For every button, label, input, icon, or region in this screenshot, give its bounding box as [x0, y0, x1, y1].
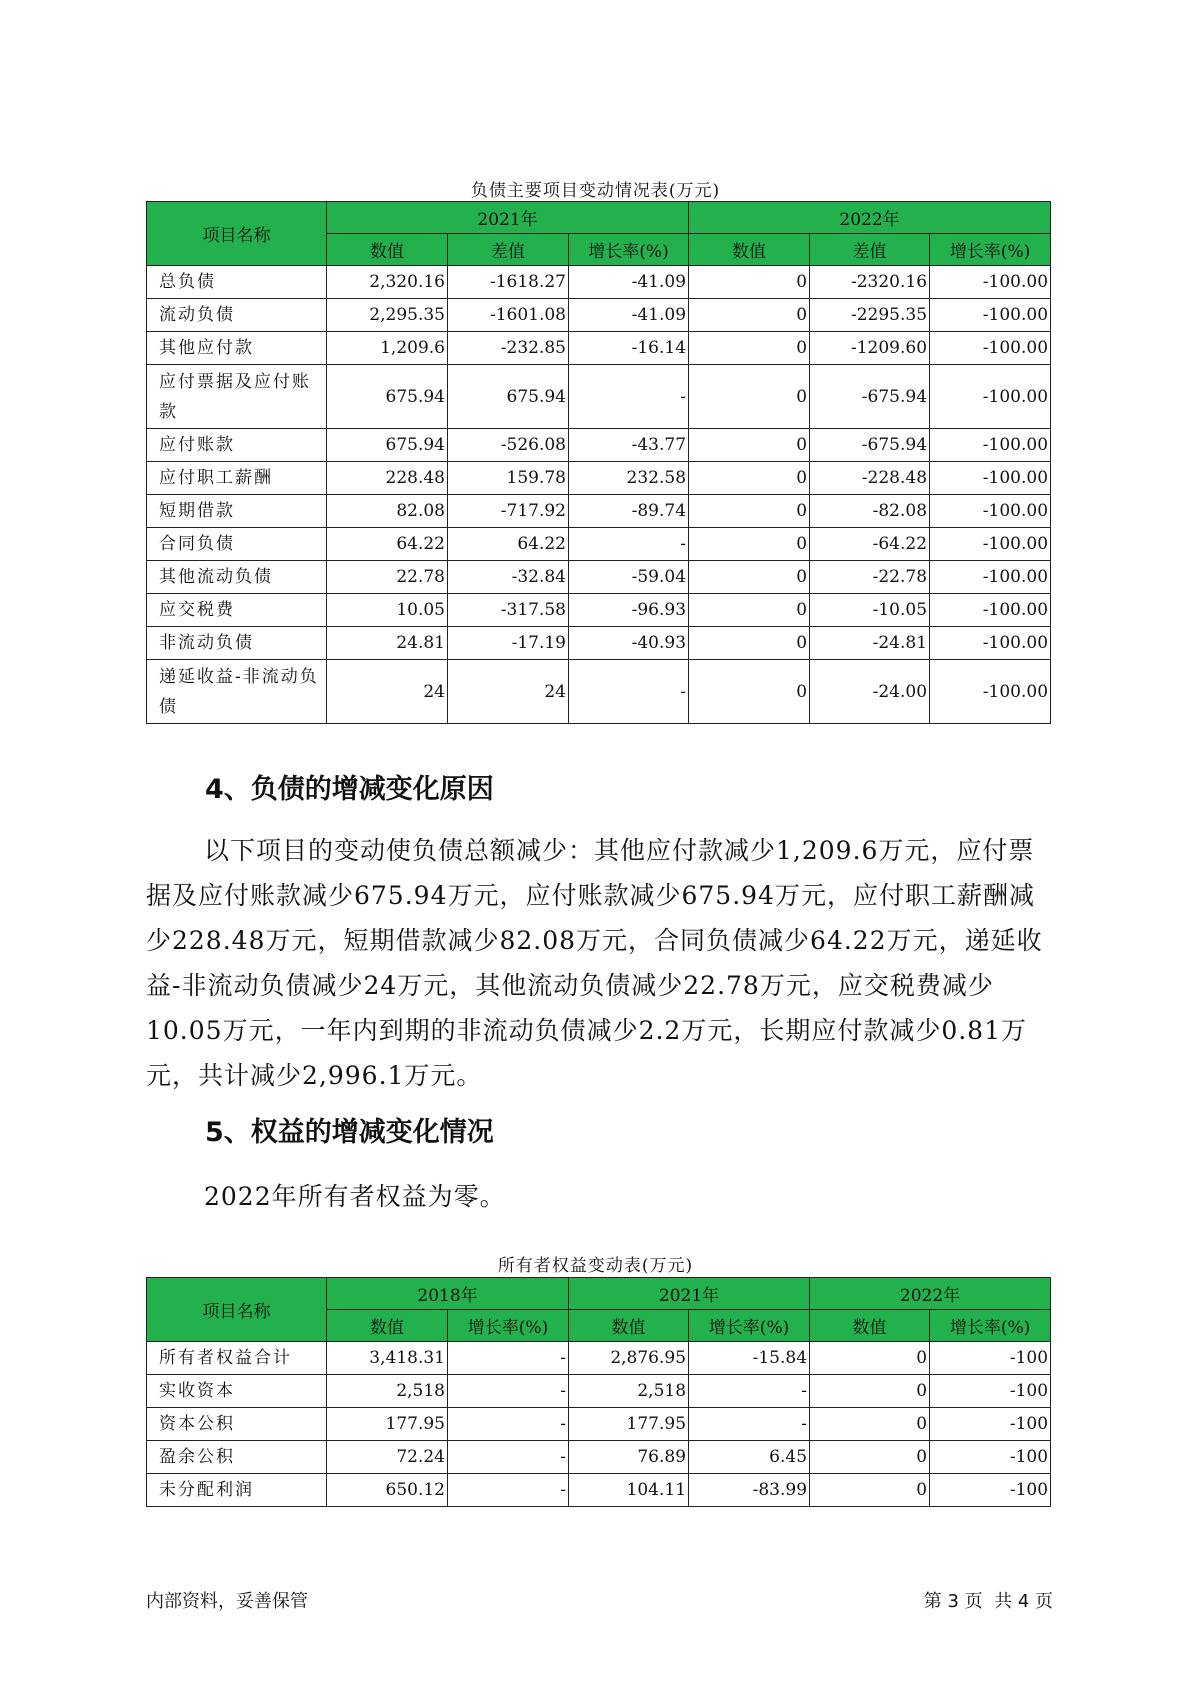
table-cell: 2,518: [569, 1375, 689, 1408]
row-label: 应付职工薪酬: [147, 462, 327, 495]
table-cell: 0: [689, 429, 810, 462]
table-cell: -24.81: [810, 627, 930, 660]
row-label: 其他应付款: [147, 332, 327, 365]
table-row: [147, 1375, 1051, 1408]
table-cell: -100.00: [930, 365, 1051, 429]
header-diff: 差值: [448, 234, 569, 266]
table-cell: 0: [689, 299, 810, 332]
header-year-2022: 2022年: [689, 202, 1051, 234]
row-label: 盈余公积: [147, 1441, 327, 1474]
table-cell: -100.00: [930, 495, 1051, 528]
table-cell: -100: [930, 1474, 1051, 1507]
row-label: 应付账款: [147, 429, 327, 462]
table-cell: 0: [810, 1342, 930, 1375]
table-row: [147, 429, 1051, 462]
table-cell: 0: [689, 561, 810, 594]
table-cell: 675.94: [448, 365, 569, 429]
table-cell: -: [448, 1375, 569, 1408]
table-cell: -100: [930, 1408, 1051, 1441]
table-cell: -675.94: [810, 365, 930, 429]
header-rate: 增长率(%): [930, 1310, 1051, 1342]
table-cell: 675.94: [327, 365, 448, 429]
header-rate: 增长率(%): [569, 234, 689, 266]
table-cell: 0: [689, 660, 810, 724]
table-row: [147, 266, 1051, 299]
table-cell: -100.00: [930, 332, 1051, 365]
table-cell: 177.95: [569, 1408, 689, 1441]
table-cell: -526.08: [448, 429, 569, 462]
table-cell: 0: [689, 528, 810, 561]
table-cell: -232.85: [448, 332, 569, 365]
footer-page-number: 第 3 页 共 4 页: [923, 1591, 1053, 1612]
table-cell: -: [689, 1375, 810, 1408]
table-row: [147, 528, 1051, 561]
table-cell: -100.00: [930, 528, 1051, 561]
header-rate: 增长率(%): [689, 1310, 810, 1342]
row-label: 合同负债: [147, 528, 327, 561]
table-cell: 0: [689, 627, 810, 660]
table-cell: -100.00: [930, 429, 1051, 462]
table-cell: -17.19: [448, 627, 569, 660]
table-cell: -100.00: [930, 462, 1051, 495]
table-cell: 0: [810, 1441, 930, 1474]
row-label: 资本公积: [147, 1408, 327, 1441]
row-label: 应付票据及应付账款: [147, 365, 327, 429]
table-cell: -16.14: [569, 332, 689, 365]
table-cell: 2,876.95: [569, 1342, 689, 1375]
table-cell: 64.22: [448, 528, 569, 561]
table-cell: 24: [448, 660, 569, 724]
table-row: [147, 299, 1051, 332]
table-row: [147, 1474, 1051, 1507]
header-value: 数值: [569, 1310, 689, 1342]
table-cell: -: [569, 660, 689, 724]
row-label: 实收资本: [147, 1375, 327, 1408]
table-cell: -32.84: [448, 561, 569, 594]
table-cell: -675.94: [810, 429, 930, 462]
header-value: 数值: [327, 1310, 448, 1342]
table-cell: -96.93: [569, 594, 689, 627]
table-cell: 2,320.16: [327, 266, 448, 299]
table-cell: -64.22: [810, 528, 930, 561]
table-cell: 0: [689, 332, 810, 365]
row-label: 短期借款: [147, 495, 327, 528]
header-year-2021: 2021年: [327, 202, 689, 234]
table-cell: -100.00: [930, 299, 1051, 332]
table-cell: 232.58: [569, 462, 689, 495]
section-4-heading: 4、负债的增减变化原因: [205, 774, 494, 805]
table-cell: -1601.08: [448, 299, 569, 332]
row-label: 流动负债: [147, 299, 327, 332]
table-cell: -15.84: [689, 1342, 810, 1375]
table-cell: 76.89: [569, 1441, 689, 1474]
table-cell: 72.24: [327, 1441, 448, 1474]
table-cell: -: [569, 528, 689, 561]
section-4-paragraph: 以下项目的变动使负债总额减少：其他应付款减少1,209.6万元，应付票据及应付账款减少675.94万元，应付账款减少675.94万元，应付职工薪酬减少228.48万元，短期借款减少82.08万元，合同负债减少64.22万元，递延收益-非流动负债减少24万元，其他流动负债减少22.78万元，应交税费减少10.05万元，一年内到期的非流动负债减少2.2万元，长期应付款减少0.81万元，共计减少2,996.1万元。: [146, 836, 1043, 1090]
table-cell: 24: [327, 660, 448, 724]
header-rate: 增长率(%): [930, 234, 1051, 266]
table-cell: 10.05: [327, 594, 448, 627]
table-cell: -317.58: [448, 594, 569, 627]
table-cell: -40.93: [569, 627, 689, 660]
row-label: 所有者权益合计: [147, 1342, 327, 1375]
table-cell: -: [448, 1441, 569, 1474]
table-cell: -41.09: [569, 266, 689, 299]
table-cell: 0: [810, 1474, 930, 1507]
table-row: [147, 660, 1051, 724]
table-cell: -228.48: [810, 462, 930, 495]
table-cell: -43.77: [569, 429, 689, 462]
table-row: [147, 627, 1051, 660]
table-cell: -717.92: [448, 495, 569, 528]
table-cell: 228.48: [327, 462, 448, 495]
table-cell: -: [448, 1474, 569, 1507]
header-item-name: 项目名称: [147, 202, 327, 266]
header-value: 数值: [810, 1310, 930, 1342]
section-5-paragraph: 2022年所有者权益为零。: [204, 1182, 506, 1211]
table-row: [147, 594, 1051, 627]
row-label: 非流动负债: [147, 627, 327, 660]
table-row: [147, 462, 1051, 495]
header-value: 数值: [689, 234, 810, 266]
table-cell: -83.99: [689, 1474, 810, 1507]
header-year-2022: 2022年: [810, 1278, 1051, 1310]
table-cell: -41.09: [569, 299, 689, 332]
table-cell: -2320.16: [810, 266, 930, 299]
table-cell: -: [689, 1408, 810, 1441]
header-rate: 增长率(%): [448, 1310, 569, 1342]
liability-table: [146, 201, 1051, 724]
header-diff: 差值: [810, 234, 930, 266]
table-cell: -1618.27: [448, 266, 569, 299]
table-cell: -1209.60: [810, 332, 930, 365]
table-row: [147, 365, 1051, 429]
row-label: 未分配利润: [147, 1474, 327, 1507]
table-row: [147, 1342, 1051, 1375]
table-row: [147, 1441, 1051, 1474]
equity-table-caption: 所有者权益变动表(万元): [497, 1256, 694, 1276]
table-cell: 650.12: [327, 1474, 448, 1507]
section-5-heading: 5、权益的增减变化情况: [205, 1117, 494, 1148]
table-cell: 0: [689, 266, 810, 299]
footer-confidential-note: 内部资料，妥善保管: [146, 1591, 308, 1612]
header-value: 数值: [327, 234, 448, 266]
table-cell: -100.00: [930, 627, 1051, 660]
table-cell: 82.08: [327, 495, 448, 528]
table-row: [147, 495, 1051, 528]
row-label: 递延收益-非流动负债: [147, 660, 327, 724]
table-cell: -24.00: [810, 660, 930, 724]
table-cell: 104.11: [569, 1474, 689, 1507]
row-label: 应交税费: [147, 594, 327, 627]
table-cell: 0: [810, 1408, 930, 1441]
row-label: 总负债: [147, 266, 327, 299]
table-cell: -59.04: [569, 561, 689, 594]
table-cell: -89.74: [569, 495, 689, 528]
table-cell: 2,295.35: [327, 299, 448, 332]
table-cell: 0: [689, 594, 810, 627]
table-cell: 64.22: [327, 528, 448, 561]
table-cell: 177.95: [327, 1408, 448, 1441]
table-cell: -100.00: [930, 594, 1051, 627]
table-cell: -: [448, 1342, 569, 1375]
table-cell: -: [569, 365, 689, 429]
table-cell: -100.00: [930, 266, 1051, 299]
table-cell: -: [448, 1408, 569, 1441]
table-cell: -100.00: [930, 660, 1051, 724]
row-label: 其他流动负债: [147, 561, 327, 594]
table-cell: 6.45: [689, 1441, 810, 1474]
table-cell: -10.05: [810, 594, 930, 627]
liability-table-caption: 负债主要项目变动情况表(万元): [470, 181, 721, 201]
table-cell: -82.08: [810, 495, 930, 528]
table-cell: 0: [810, 1375, 930, 1408]
table-cell: 1,209.6: [327, 332, 448, 365]
table-cell: 2,518: [327, 1375, 448, 1408]
table-cell: -100: [930, 1342, 1051, 1375]
table-cell: 22.78: [327, 561, 448, 594]
table-row: [147, 332, 1051, 365]
table-cell: 0: [689, 495, 810, 528]
table-cell: -100.00: [930, 561, 1051, 594]
table-cell: 675.94: [327, 429, 448, 462]
table-row: [147, 561, 1051, 594]
table-cell: 24.81: [327, 627, 448, 660]
header-year-2018: 2018年: [327, 1278, 569, 1310]
table-cell: -2295.35: [810, 299, 930, 332]
table-cell: 0: [689, 365, 810, 429]
header-year-2021: 2021年: [569, 1278, 810, 1310]
table-cell: 3,418.31: [327, 1342, 448, 1375]
equity-table: [146, 1277, 1051, 1507]
table-cell: -100: [930, 1441, 1051, 1474]
table-cell: -100: [930, 1375, 1051, 1408]
table-cell: 0: [689, 462, 810, 495]
header-item-name: 项目名称: [147, 1278, 327, 1342]
table-cell: 159.78: [448, 462, 569, 495]
table-row: [147, 1408, 1051, 1441]
table-cell: -22.78: [810, 561, 930, 594]
